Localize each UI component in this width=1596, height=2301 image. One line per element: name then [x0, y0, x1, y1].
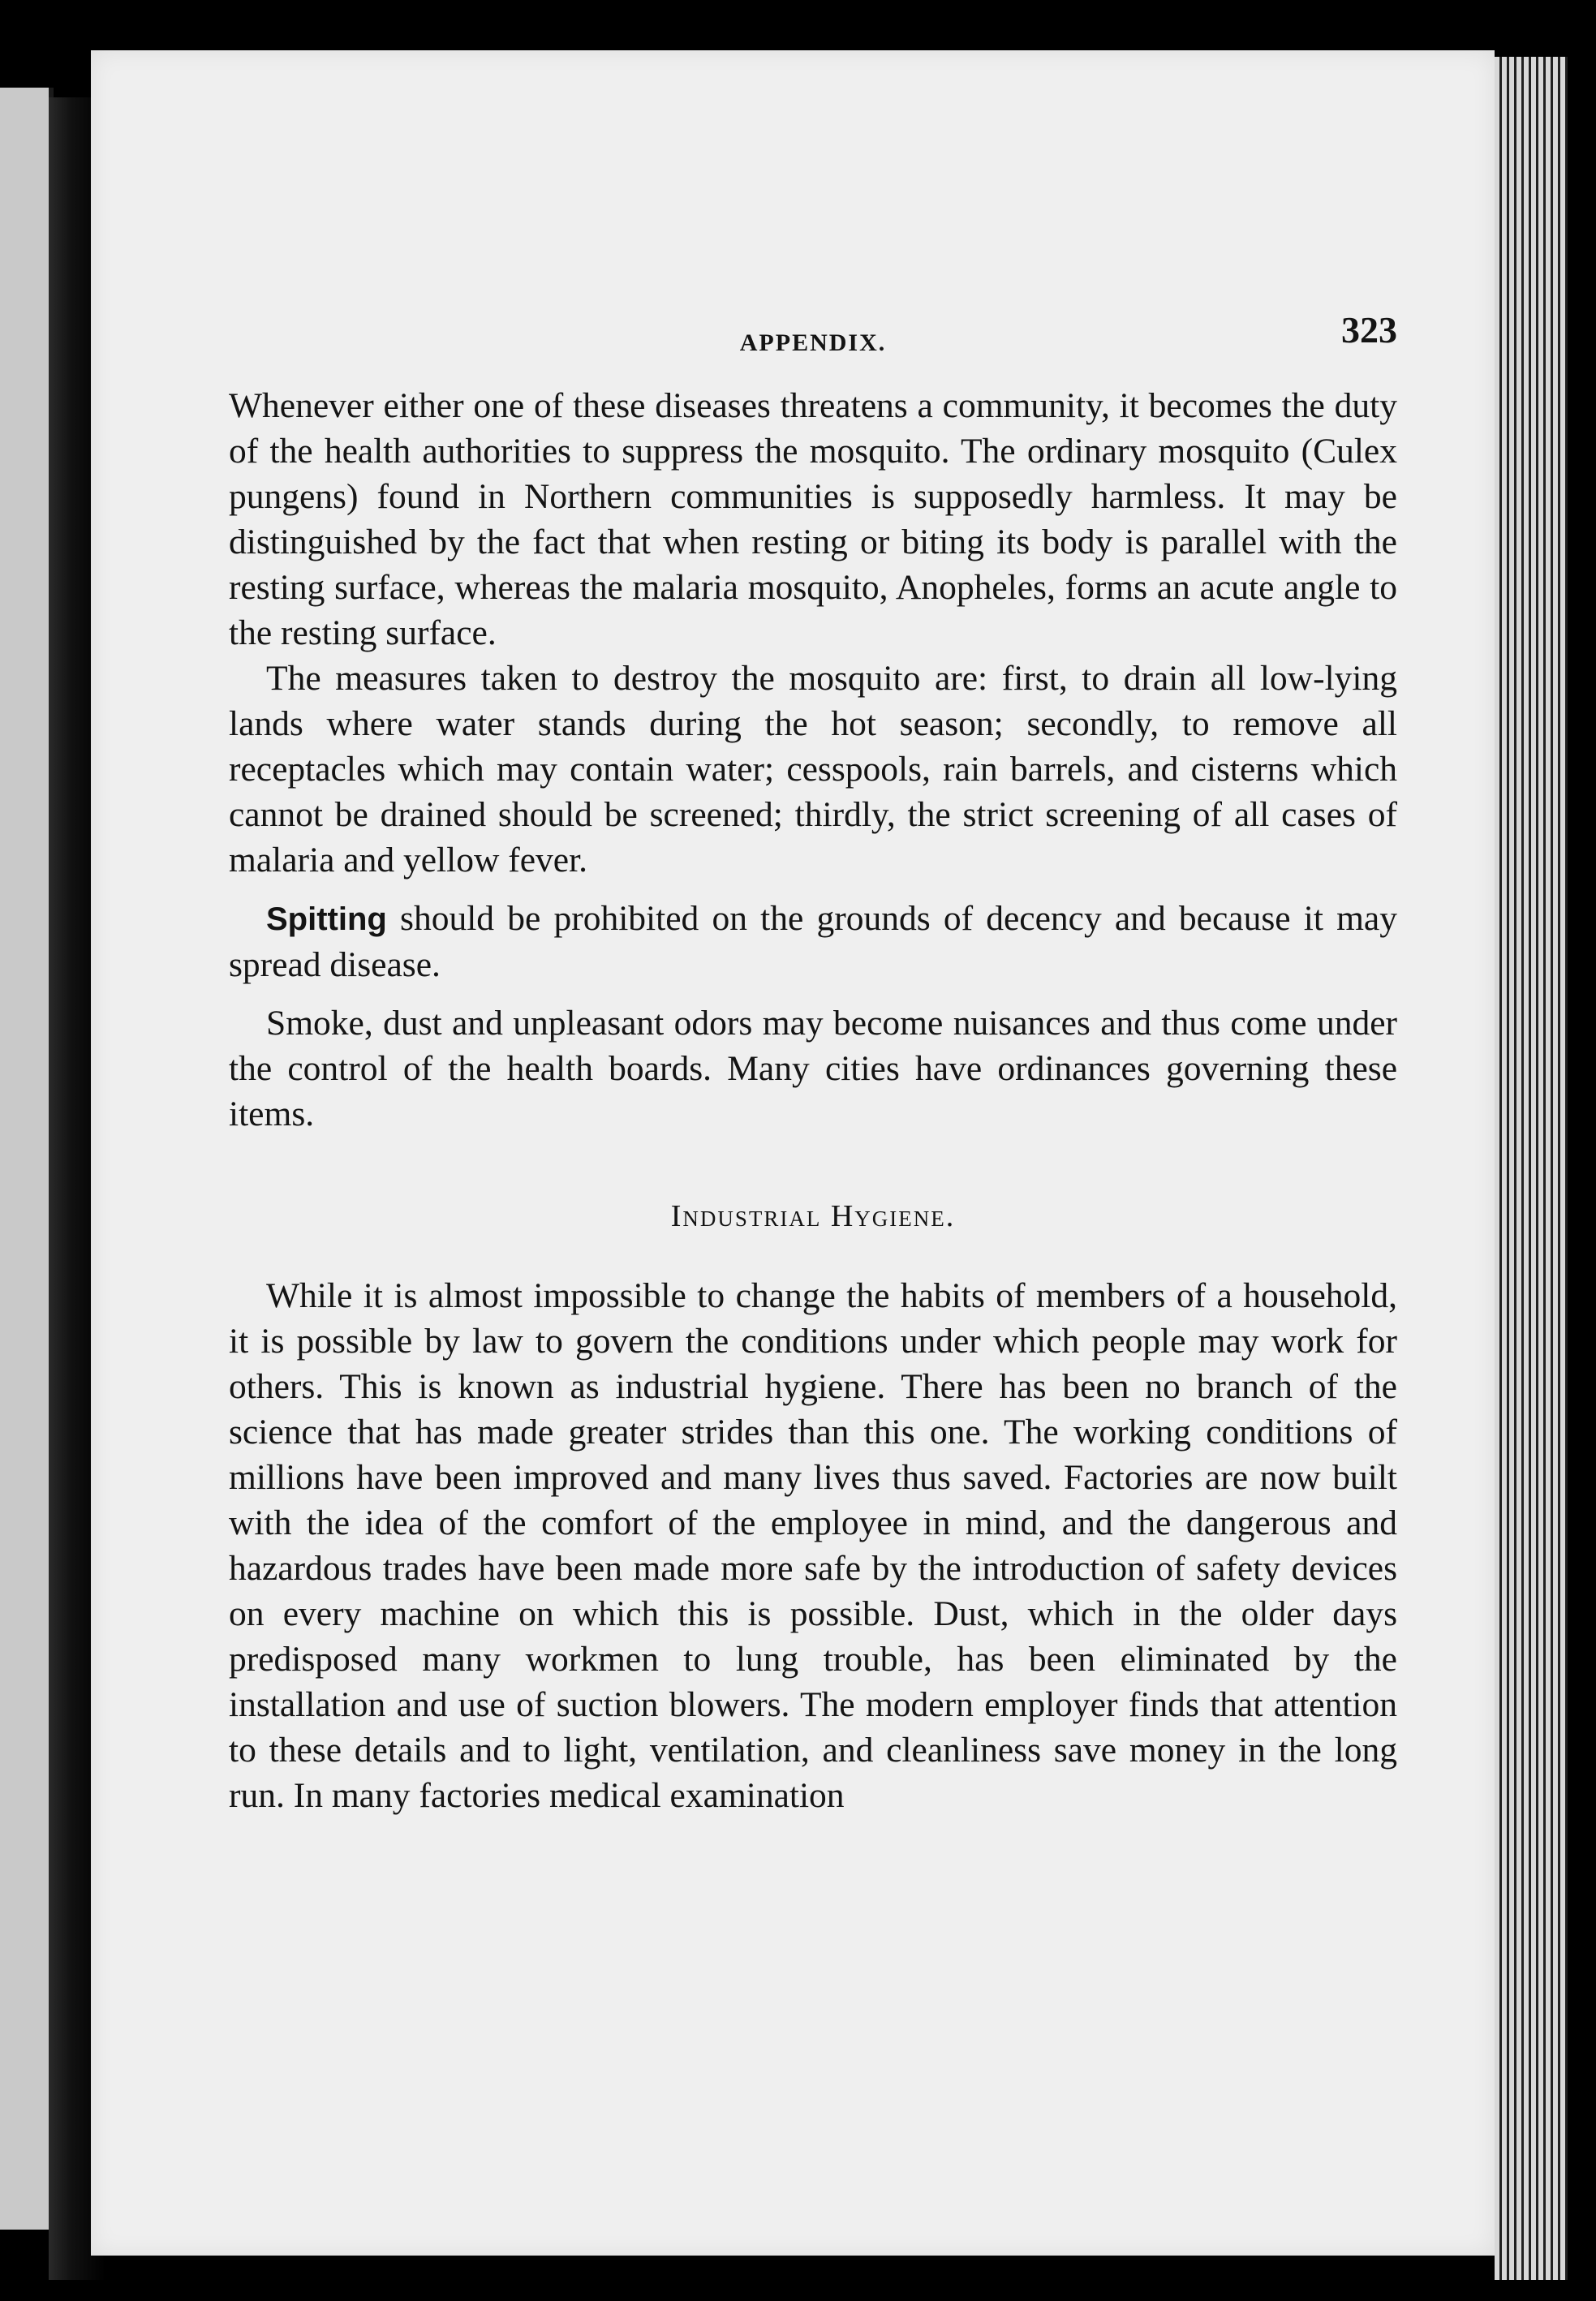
- page-content: [229, 294, 1397, 1818]
- page-stack-edge: [1495, 57, 1568, 2280]
- scan-border: [1568, 49, 1596, 2301]
- paragraph-mosquito: Whenever either one of these diseases threatens a community, it becomes the duty of the health authorities to suppress the mosquito. The ordinary mosquito (Culex pungens) found in Northern communities is supposedly harmless. It may be distinguished by the fact that when resting or biting its body is parallel with the resting surface, whereas the malaria mosquito, Anopheles, forms an acute angle to the resting surface.: [229, 386, 1397, 652]
- paragraph-smoke-dust: Smoke, dust and unpleasant odors may become nuisances and thus come under the control of the health boards. Many cities have ordinances governing these items.: [229, 1004, 1397, 1133]
- paragraph-industrial-hygiene: While it is almost impossible to change the habits of members of a household, it is possible by law to govern the conditions under which people may work for others. This is known as industrial hygiene. There has been no branch of the science that has made greater strides than this one. The working conditions of millions have been improved and many lives thus saved. Factories are now built with the idea of the comfort of the employee in mind, and the dangerous and hazardous trades have been made more safe by the introduction of safety devices on every machine on which this is possible. Dust, which in the older days predisposed many workmen to lung trouble, has been eliminated by the installation and use of suction blowers. The modern employer finds that attention to these details and to light, ventilation, and cleanliness save money in the long run. In many factories medical examination: [229, 1276, 1397, 1815]
- previous-page-edge: [0, 88, 54, 2230]
- spitting-text: should be prohibited on the grounds of decency and because it may spread disease.: [229, 899, 1397, 984]
- book-page: [91, 50, 1495, 2256]
- paragraph-measures: The measures taken to destroy the mosquito are: first, to drain all low-lying lands where water stands during the hot season; secondly, to remove all receptacles which may contain water; cesspools, rain barrels, and cisterns which cannot be drained should be screened; thirdly, the strict screening of all cases of malaria and yellow fever.: [229, 659, 1397, 880]
- paragraph-spitting: [229, 896, 1397, 987]
- page-header: [229, 294, 1397, 359]
- spitting-lead: Spitting: [266, 901, 387, 937]
- section-heading: Industrial Hygiene.: [670, 1199, 956, 1233]
- page-number: 323: [1341, 309, 1397, 351]
- running-head: APPENDIX.: [739, 329, 887, 356]
